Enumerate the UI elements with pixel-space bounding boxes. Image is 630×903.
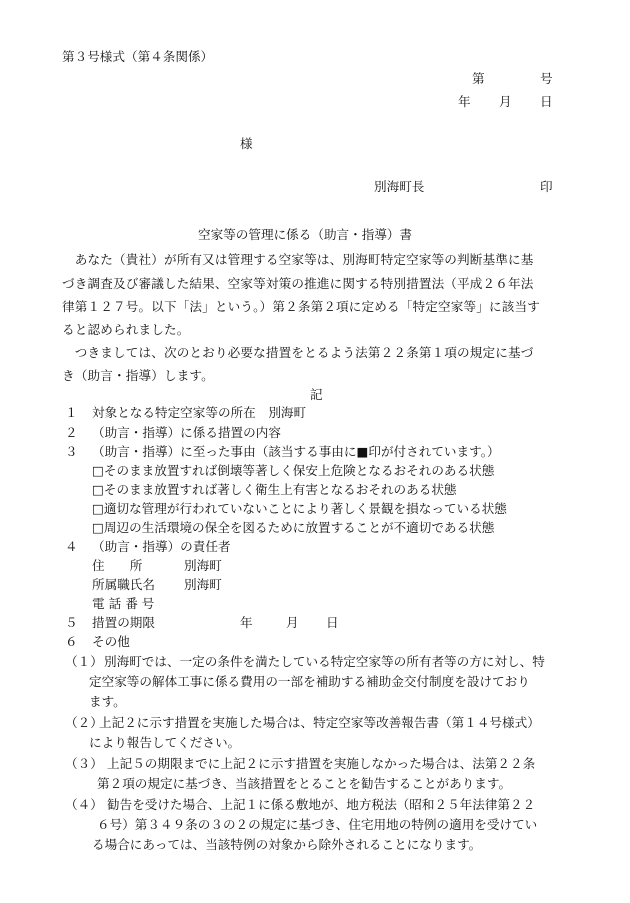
ki-heading: 記 xyxy=(310,387,323,402)
sender-title: 別海町長 xyxy=(374,179,425,194)
note-line: ます。 xyxy=(89,694,126,709)
intro-line: き（助言・指導）します。 xyxy=(62,368,214,383)
intro-line: つきましては、次のとおり必要な措置をとるよう法第２２条第１項の規定に基づ xyxy=(62,345,534,360)
note-number: （３） xyxy=(65,756,103,771)
note-line: 定空家等の解体工事に係る費用の一部を補助する補助金交付制度を設けており xyxy=(89,674,530,689)
note-line: 勧告を受けた場合、上記１に係る敷地が、地方税法（昭和２５年法律第２２ xyxy=(107,797,536,812)
document-title: 空家等の管理に係る（助言・指導）書 xyxy=(198,227,413,242)
note-line: 上記５の期限までに上記２に示す措置を実施しなかった場合は、法第２２条 xyxy=(107,756,536,771)
date-day: 日 xyxy=(540,94,553,109)
reason-checkbox-item: □周辺の生活環境の保全を図るために放置することが不適切である状態 xyxy=(92,520,495,535)
note-line: により報告してください。 xyxy=(89,735,241,750)
item-number: １ xyxy=(65,405,78,420)
responsible-phone-label: 電 話 番 号 xyxy=(92,596,155,611)
item-text: 措置の期限 xyxy=(92,615,155,630)
doc-number-prefix: 第 xyxy=(472,71,485,86)
item-text: その他 xyxy=(92,634,130,649)
intro-line: ると認められました。 xyxy=(62,322,190,337)
note-line: 第２項の規定に基づき、当該措置をとることを勧告することがあります。 xyxy=(97,776,512,791)
intro-line: あなた（貴社）が所有又は管理する空家等は、別海町特定空家等の判断基準に基 xyxy=(62,252,534,267)
reason-checkbox-item: □そのまま放置すれば倒壊等著しく保安上危険となるおそれのある状態 xyxy=(92,463,495,478)
note-line: ６号）第３４９条の３の２の規定に基づき、住宅用地の特例の適用を受けてい xyxy=(97,817,538,832)
note-number: （４） xyxy=(65,797,103,812)
note-number: （２） xyxy=(65,715,103,730)
note-line: 別海町では、一定の条件を満たしている特定空家等の所有者等の方に対し、特 xyxy=(104,654,545,669)
note-line: 上記２に示す措置を実施した場合は、特定空家等改善報告書（第１４号様式） xyxy=(99,715,540,730)
reason-checkbox-item: □そのまま放置すれば著しく衛生上有害となるおそれのある状態 xyxy=(92,482,457,497)
item-number: ３ xyxy=(65,444,78,459)
item-number: ６ xyxy=(65,634,78,649)
responsible-name-label: 所属職氏名 xyxy=(92,577,155,592)
responsible-name-value: 別海町 xyxy=(184,577,222,592)
item-text: （助言・指導）の責任者 xyxy=(92,539,231,554)
addressee-suffix: 様 xyxy=(240,136,253,151)
form-label: 第３号様式（第４条関係） xyxy=(62,49,214,64)
reason-checkbox-item: □適切な管理が行われていないことにより著しく景観を損なっている状態 xyxy=(92,501,507,516)
item-number: ４ xyxy=(65,539,78,554)
seal-mark: 印 xyxy=(540,179,553,194)
item-text: （助言・指導）に至った事由（該当する事由に■印が付されています。） xyxy=(92,444,500,459)
note-number: （１） xyxy=(65,654,103,669)
deadline-month: 月 xyxy=(286,615,299,630)
deadline-day: 日 xyxy=(326,615,339,630)
responsible-address-label: 住 所 xyxy=(92,558,143,573)
responsible-address-value: 別海町 xyxy=(184,558,222,573)
intro-line: 律第１２７号。以下「法」という。）第２条第２項に定める「特定空家等」に該当す xyxy=(62,299,540,314)
item-text: 対象となる特定空家等の所在 別海町 xyxy=(92,405,307,420)
intro-line: づき調査及び審議した結果、空家等対策の推進に関する特別措置法（平成２６年法 xyxy=(62,276,534,291)
date-month: 月 xyxy=(499,94,512,109)
item-number: ５ xyxy=(65,615,78,630)
item-number: ２ xyxy=(65,425,78,440)
deadline-year: 年 xyxy=(240,615,253,630)
item-text: （助言・指導）に係る措置の内容 xyxy=(92,425,281,440)
date-year: 年 xyxy=(458,94,471,109)
note-line: る場合にあっては、当該特例の対象から除外されることになります。 xyxy=(92,837,482,852)
doc-number-suffix: 号 xyxy=(540,71,553,86)
